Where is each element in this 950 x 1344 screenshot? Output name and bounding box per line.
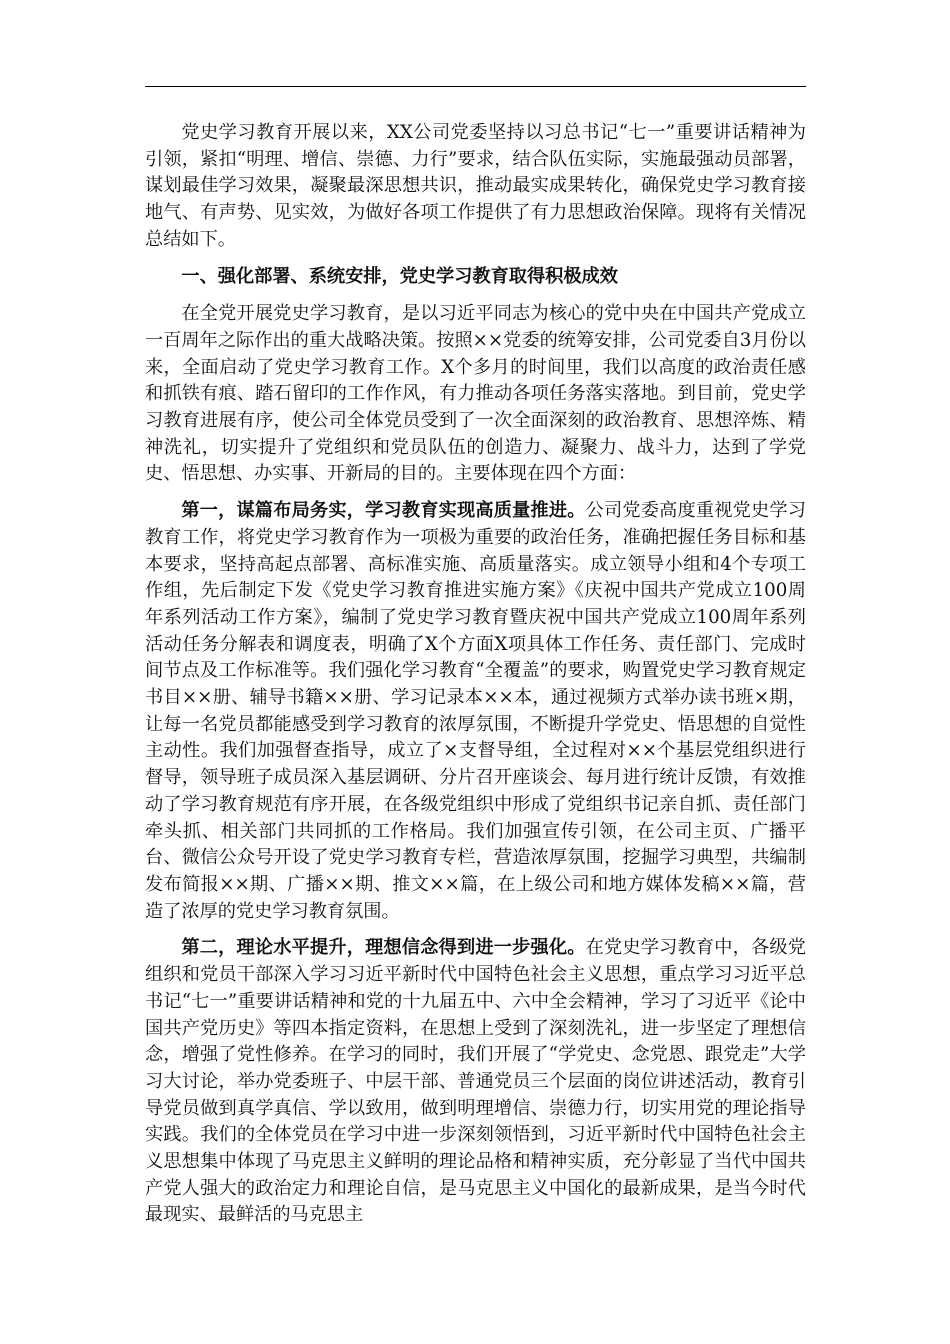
point-one-paragraph: [145, 498, 806, 925]
section-heading: 一、强化部署、系统安排，党史学习教育取得积极成效: [181, 265, 618, 287]
document-body: [145, 120, 806, 1239]
intro-paragraph: 党史学习教育开展以来，XX公司党委坚持以习总书记“七一”重要讲话精神为引领，紧扣“明理、增信、崇德、力行”要求，结合队伍实际，实施最强动员部署，谋划最佳学习效果，凝聚最深思想共识，推动最实成果转化，确保党史学习教育接地气、有声势、见实效，为做好各项工作提供了有力思想政治保障。现将有关情况总结如下。: [145, 122, 806, 250]
point-two-lead: 第二，理论水平提升，理想信念得到进一步强化。: [181, 937, 586, 959]
point-two-paragraph: [145, 935, 806, 1229]
section-paragraph: 在全党开展党史学习教育，是以习近平同志为核心的党中央在中国共产党成立一百周年之际作出的重大战略决策。按照××党委的统筹安排，公司党委自3月份以来，全面启动了党史学习教育工作。X个多月的时间里，我们以高度的政治责任感和抓铁有痕、踏石留印的工作作风，有力推动各项任务落实落地。到目前，党史学习教育进展有序，使公司全体党员受到了一次全面深刻的政治教育、思想淬炼、精神洗礼，切实提升了党组织和党员队伍的创造力、凝聚力、战斗力，达到了学党史、悟思想、办实事、开新局的目的。主要体现在四个方面：: [145, 303, 806, 485]
point-one-lead: 第一，谋篇布局务实，学习教育实现高质量推进。: [181, 500, 586, 522]
header-rule: [145, 86, 806, 87]
point-two-body: 在党史学习教育中，各级党组织和党员干部深入学习习近平新时代中国特色社会主义思想，重点学习习近平总书记“七一”重要讲话精神和党的十九届五中、六中全会精神，学习了习近平《论中国共产党历史》等四本指定资料，在思想上受到了深刻洗礼，进一步坚定了理想信念，增强了党性修养。在学习的同时，我们开展了“学党史、念党恩、跟党走”大学习大讨论，举办党委班子、中层干部、普通党员三个层面的岗位讲述活动，教育引导党员做到真学真信、学以致用，做到明理增信、崇德力行，切实用党的理论指导实践。我们的全体党员在学习中进一步深刻领悟到，习近平新时代中国特色社会主义思想集中体现了马克思主义鲜明的理论品格和精神实质，充分彰显了当代中国共产党人强大的政治定力和理论自信，是马克思主义中国化的最新成果，是当今时代最现实、最鲜活的马克思主: [145, 937, 806, 1226]
point-one-body: 公司党委高度重视党史学习教育工作，将党史学习教育作为一项极为重要的政治任务，准确把握任务目标和基本要求，坚持高起点部署、高标准实施、高质量落实。成立领导小组和4个专项工作组，先后制定下发《党史学习教育推进实施方案》《庆祝中国共产党成立100周年系列活动工作方案》，编制了党史学习教育暨庆祝中国共产党成立100周年系列活动任务分解表和调度表，明确了X个方面X项具体工作任务、责任部门、完成时间节点及工作标准等。我们强化学习教育“全覆盖”的要求，购置党史学习教育规定书目××册、辅导书籍××册、学习记录本××本，通过视频方式举办读书班×期，让每一名党员都能感受到学习教育的浓厚氛围，不断提升学党史、悟思想的自觉性主动性。我们加强督查指导，成立了×支督导组，全过程对××个基层党组织进行督导，领导班子成员深入基层调研、分片召开座谈会、每月进行统计反馈，有效推动了学习教育规范有序开展，在各级党组织中形成了党组织书记亲自抓、责任部门牵头抓、相关部门共同抓的工作格局。我们加强宣传引领，在公司主页、广播平台、微信公众号开设了党史学习教育专栏，营造浓厚氛围，挖掘学习典型，共编制发布简报××期、广播××期、推文××篇，在上级公司和地方媒体发稿××篇，营造了浓厚的党史学习教育氛围。: [145, 500, 806, 922]
